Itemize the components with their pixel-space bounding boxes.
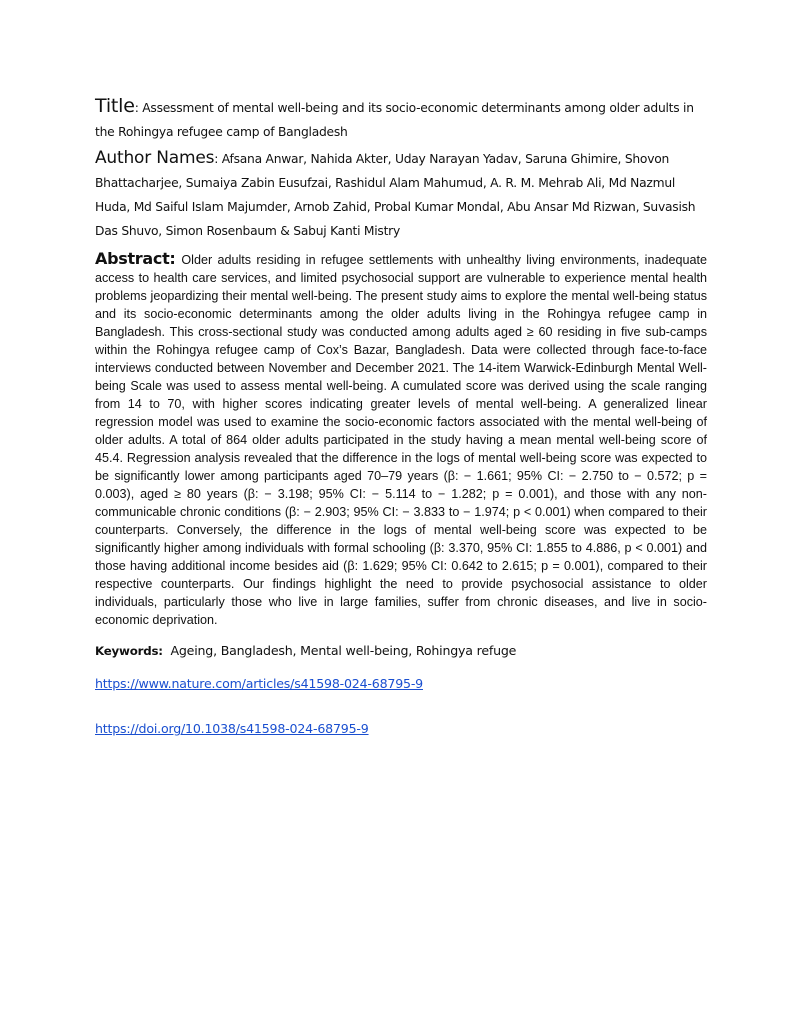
authors-text: : Afsana Anwar, Nahida Akter, Uday Narayan Yadav, Saruna Ghimire, Shovon Bhattacharjee, Sumaiya Zabin Eusufzai, Rashidul Alam Mahumud, A. R. M. Mehrab Ali, Md Nazmul Huda, Md Saiful Islam Majumder, Arnob Zahid, Probal Kumar Mondal, Abu Ansar Md Rizwan, Suvasish Das Shuvo, Simon Rosenbaum & Sabuj Kanti Mistry	[95, 152, 696, 238]
title-section	[95, 94, 707, 144]
abstract-label: Abstract:	[95, 249, 176, 268]
keywords-label: Keywords:	[95, 644, 163, 658]
keywords-text: Ageing, Bangladesh, Mental well-being, Rohingya refuge	[170, 643, 517, 658]
authors-label: Author Names	[95, 148, 215, 168]
title-label: Title	[95, 95, 135, 117]
title-text: : Assessment of mental well-being and its socio-economic determinants among older adults in the Rohingya refugee camp of Bangladesh	[95, 101, 694, 139]
article-link[interactable]: https://www.nature.com/articles/s41598-024-68795-9	[95, 676, 423, 691]
document-page	[95, 94, 707, 736]
authors-section	[95, 146, 707, 243]
keywords-section	[95, 643, 707, 658]
abstract-text: Older adults residing in refugee settlements with unhealthy living environments, inadequate access to health care services, and limited psychosocial support are vulnerable to experience mental health problems jeopardizing their mental well-being. The present study aims to explore the mental well-being status and its socio-economic determinants among the older adults living in the Rohingya refugee camp in Bangladesh. This cross-sectional study was conducted among adults aged ≥ 60 residing in five sub-camps within the Rohingya refugee camp of Cox’s Bazar, Bangladesh. Data were collected through face-to-face interviews conducted between November and December 2021. The 14-item Warwick-Edinburgh Mental Well-being Scale was used to assess mental well-being. A cumulated score was derived using the scale ranging from 14 to 70, with higher scores indicating greater levels of mental well-being. A generalized linear regression model was used to examine the socio-economic factors associated with the mental well-being of older adults. A total of 864 older adults participated in the study having a mean mental well-being score of 45.4. Regression analysis revealed that the difference in the logs of mental well-being score was expected to be significantly lower among participants aged 70–79 years (β: − 1.661; 95% CI: − 2.750 to − 0.572; p = 0.003), aged ≥ 80 years (β: − 3.198; 95% CI: − 5.114 to − 1.282; p = 0.001), and those with any non-communicable chronic conditions (β: − 2.903; 95% CI: − 3.833 to − 1.974; p < 0.001) when compared to their counterparts. Conversely, the difference in the logs of mental well-being score was expected to be significantly higher among individuals with formal schooling (β: 3.370, 95% CI: 1.855 to 4.886, p < 0.001) and those having additional income besides aid (β: 1.629; 95% CI: 0.642 to 2.615; p = 0.001), compared to their respective counterparts. Our findings highlight the need to provide psychosocial assistance to older individuals, particularly those who live in large families, suffer from chronic diseases, and live in socio-economic deprivation.	[95, 253, 707, 627]
doi-link[interactable]: https://doi.org/10.1038/s41598-024-68795-9	[95, 721, 369, 736]
abstract-section	[95, 249, 707, 629]
